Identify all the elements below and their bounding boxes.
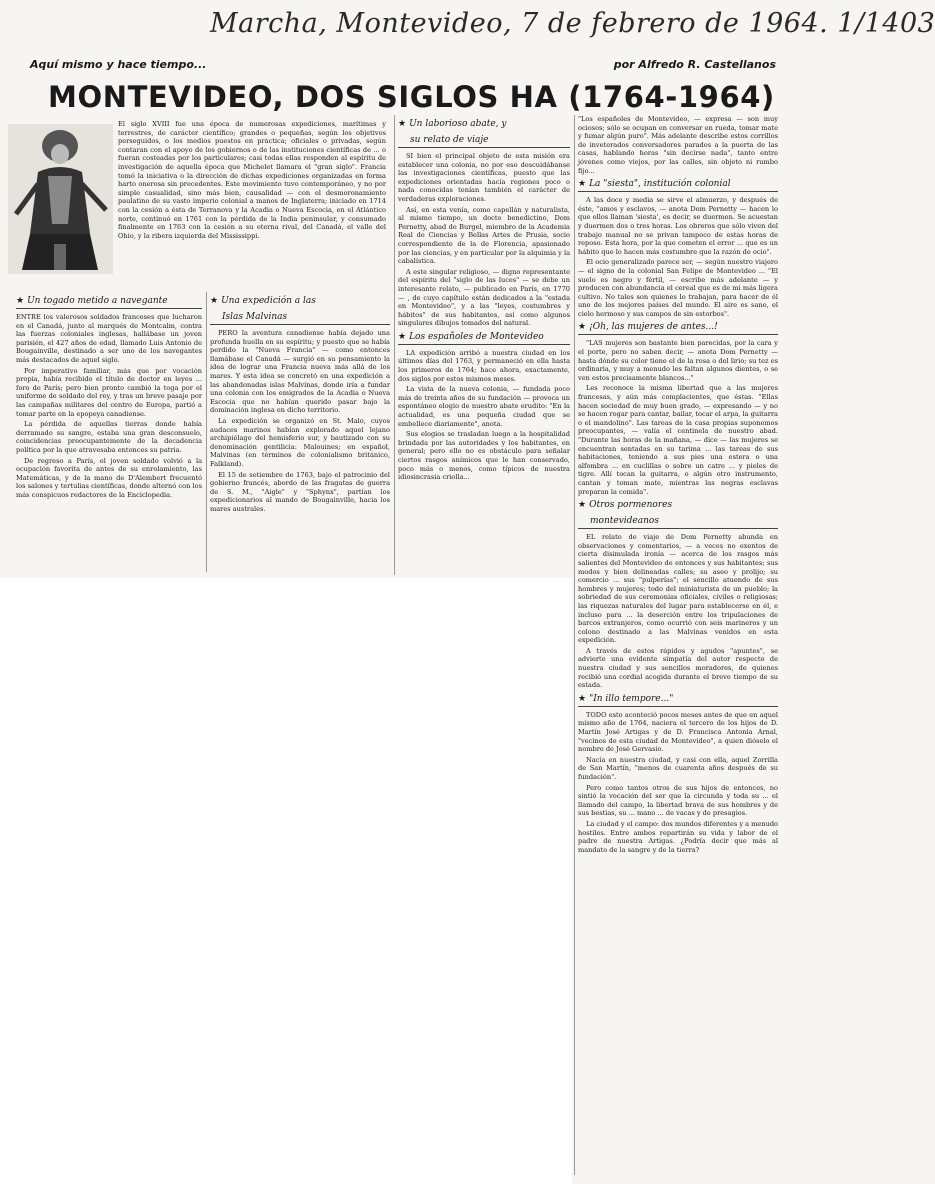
- paragraph: Por imperativo familiar, más que por vocación propia, había recibido el título de doctor en leyes ... foro de París; pero bien pronto cambió la toga por el uniforme de soldado del rey, y tras un breve pasaje por las campañas militares del centro de Europa, partió a tomar parte en la epopeya canadiense.: [16, 366, 202, 418]
- subheading: ★ Un laborioso abate, y: [398, 119, 507, 129]
- paragraph: ENTRE los valerosos soldados franceses que lucharon en el Canadá, junto al marqués de Montcalm, contra las fuerzas coloniales inglesas, hallábase un joven parisién, el 427 años de edad, llamado Luis Antonio de Bougainville, destinado a ser uno de los navegantes más destacados de aquel siglo.: [16, 313, 202, 364]
- byline: por Alfredo R. Castellanos: [613, 58, 776, 71]
- star-icon: ★: [210, 296, 219, 306]
- star-icon: ★: [398, 331, 407, 342]
- column-rule: [394, 115, 395, 575]
- star-icon: ★: [578, 693, 587, 704]
- article-headline: MONTEVIDEO, DOS SIGLOS HA (1764-1964): [48, 80, 775, 114]
- star-icon: ★: [16, 296, 25, 306]
- paragraph: El 15 de setiembre de 1763, bajo el patrocinio del gobierno francés, abordo de las fragatas de guerra de S. M., "Aigle" y "Sphynx", partían los expedicionarios al mando de Bougainville, hacia los mares australes.: [210, 470, 390, 513]
- article-intro: El siglo XVIII fue una época de numerosas expediciones, marítimas y terrestres, de carácter científico; grandes o pequeñas, según los objetivos perseguidos, o los medios puestos en práctica; oficiales o privadas, según contaran con el apoyo de los gobiernos o de las instituciones científicas de ... o fueran costeadas por los particulares; casi todas ellas responden al espíritu de investigación de aquella época que Michelet llamara el "gran siglo". Francia tomó la iniciativa o la dirección de dichas expediciones organizadas en forma harto onerosa sin precedentes. Este movimiento tuvo contemporáneo, y no por simple casualidad, sino más bien, causalidad — con el desmoronamiento paulatino de su vasto imperio colonial a manos de Inglaterra; iniciado en 1714 con la cesión a ésta de Terranova y la Acadia o Nueva Escocia, en el Atlántico norte, continuó en 1761 con la pérdida de la India peninsular, y consumado finalmente en 1763 con la cesión a su eterna rival, del Canadá, el valle del Ohio, y la ribera izquierda del Mississippi.: [118, 120, 386, 240]
- column-3: [398, 115, 570, 575]
- paragraph: Sus elogios se trasladan luego a la hospitalidad brindada por las autoridades y los habitantes, en general; pero ello no es obstáculo para señalar ciertos rasgos anímicos que le han conservado, poco más o menos, como típicos de nuestra idiosincrasia criolla...: [398, 430, 570, 482]
- paragraph: La pérdida de aquellas tierras donde había derramado su sangre, estaba una gran desconsuelo, coincidencias preocupantemente de la decadencia política por la que atravesaba entonces su patria.: [16, 420, 202, 454]
- subheading: ★ Los españoles de Montevideo: [398, 332, 570, 345]
- paragraph: La expedición se organizó en St. Malo, cuyos audaces marinos habían explorado aquel lejano archipiélago del hemisferio sur, y bautizado con su denominación gentilicia: Malouines; en español, Malvinas (en términos de colonialismo británico, Falkland).: [210, 416, 390, 468]
- column-2: [210, 292, 390, 572]
- paragraph: LA expedición arribó a nuestra ciudad en los últimos días del 1763, y permaneció en ella hasta los primeros de 1764; hace ahora, exactamente, dos siglos por estos mismos meses.: [398, 348, 570, 383]
- paragraph: Pero como tantos otros de sus hijos de entonces, no sintió la vocación del ser que la circunda y toda su ... el llamado del campo, la libertad brava de sus hombres y de sus bestias, su ... mano ... de vacas y de presagios.: [578, 783, 778, 818]
- column-rule: [574, 115, 575, 1175]
- blank-paper-area: [0, 578, 572, 1184]
- paragraph: Les reconoce la misma libertad que a las mujeres francesas, y aún más complacientes, que éstas. "Ellas hacen sociedad de muy buen grado, — expresando — y no se hacen rogar para cantar, bailar, tocar el arpa, la guitarra o el mandolino". Las tareas de la casa propias suponemos preocupantes, — valía el centinela de nuestro abad. "Durante las horas de la mañana, — dice — las mujeres se encuentran sentadas en su tarima ... las tareas de sus habitaciones, teniendo a sus pies una estera o una alfombra ... en cuclillas o sobre un catre ... y pieles de tigre. Allí tocan la guitarra, o algún otro instrumento, cantan y toman mate, mientras las negras esclavas preparan la comida".: [578, 384, 778, 496]
- star-icon: ★: [578, 500, 587, 511]
- paragraph: La vista de la nueva colonia, — fundada poco más de treinta años de su fundación — provoca un espontáneo elogio de nuestro abate erudito: "En la actualidad, es una pequeña ciudad que se embellece diariamente", anota.: [398, 385, 570, 428]
- paragraph: PERO la aventura canadiense había dejado una profunda huella en su espíritu; y puesto que se había perdido la "Nueva Francia" — como entonces llamábase el Canadá — surgió en su pensamiento la idea de lograr una Francia nueva más allá de los mares. Y esta idea se concretó en una expedición a las abandonadas islas Malvinas, donde iría a fundar una colonia con los emigrados de la Acadia o Nueva Escocia que no habían querido pasar bajo la dominación inglesa en dicho territorio.: [210, 329, 390, 415]
- paragraph: SI bien el principal objeto de esta misión era establecer una colonia, no por eso descuidábanse las investigaciones científicas, puesto que las expediciones orientadas hacia regiones poco o nada conocidas tenían también el carácter de verdaderas exploraciones.: [398, 152, 570, 203]
- column-rule: [206, 292, 207, 572]
- paragraph: A las doce y media se sirve el almuerzo, y después de éste, "amos y esclavos, — anota Dom Pernetty — hacen lo que ellos llaman 'siesta', es decir, se duermen. Se acuestan y duermen dos o tres horas. Los obreros que sólo viven del trabajo manual no se privan tampoco de estas horas de reposo. Esta hora, por la que cometen el error ... que es un hábito que lo hacen más costumbre que la razón de ocio".: [578, 196, 778, 256]
- subheading-cont: Islas Malvinas: [210, 312, 390, 325]
- paragraph: La ciudad y el campo: dos mundos diferentes y a menudo hostiles. Entre ambos repartirán su vida y labor de el padre de nuestra Artigas. ¿Podría decir que más al mandato de la sangre y de la tierra?: [578, 819, 779, 854]
- paragraph: De regreso a París, el joven soldado volvió a la ocupación favorita de antes de su enrolamiento, las Matemáticas, y de la mano de D'Alembert frecuentó los salones y tertulias científicas, donde alternó con los más conspicuos redactores de la Enciclopedia.: [16, 456, 202, 499]
- paragraph: EL relato de viaje de Dom Pernetty abunda en observaciones y comentarios, — a veces no exentos de cierta disimulada ironía — acerca de los rasgos más salientes del Montevideo de entonces y sus habitantes; sus modos y bien delineadas calles; su aseo y prolijo; su comercio ... sus "pulperías"; el sencillo atuendo de sus hombres y mujeres; todo del miniaturista de un pueblo; la sobriedad de sus ceremonias oficiales, civiles o religiosas; las riquezas naturales del lugar para establecerse en él, e incluso para ... la deserción entre los tripulaciones de barcos extranjeros, como ocurrió con seis marineros y un colono destinado a las Malvinas venidos en esta expedición.: [578, 533, 778, 645]
- paragraph: A este singular religioso, — digno representante del espíritu del "siglo de las luces" — se debe un interesante relato, — publicado en París, en 1770 — , de cuyo capítulo están dedicados a la "estada en Montevideo", y a las "leyes, costumbres y hábitos" de sus habitantes, así como algunos singulares dibujos tomados del natural.: [398, 267, 570, 328]
- section-kicker: Aquí mismo y hace tiempo...: [30, 58, 207, 71]
- star-icon: ★: [578, 179, 587, 190]
- subheading-cont: montevideanos: [578, 516, 778, 529]
- column-1: [16, 292, 202, 560]
- paragraph: TODO esto aconteció pocos meses antes de que en aquel mismo año de 1764, naciera el tercero de los hijos de D. Martín José Artigas y de D. Francisca Antonia Arnal, "vecinos de esta ciudad de Montevideo", a quien dióselo el nombre de José Gervasio.: [578, 710, 778, 754]
- subheading: ★ ¡Oh, las mujeres de antes...!: [578, 322, 778, 335]
- handwritten-source-note: Marcha, Montevideo, 7 de febrero de 1964. 1/1403: [210, 8, 935, 39]
- paragraph: "LAS mujeres son bastante bien parecidas, por la cara y el porte, pero no saben decir, — anota Dom Pernetty — hasta dónde su color tiene el de la rosa o del lirio; su tez es ordinaria, y muy a menudo les faltan algunos dientes, o se ven estos precisamente blancos...": [578, 339, 778, 382]
- paragraph: Nacía en nuestra ciudad, y casi con ella, aquel Zorrilla de San Martín, "menos de cuarenta años después de su fundación".: [578, 755, 778, 781]
- star-icon: ★: [398, 119, 407, 129]
- paragraph: A través de estos rápidos y agudos "apuntes", se advierte una evidente simpatía del autor respecto de nuestra ciudad y sus sencillos moradores, de quienes recibió una cordial acogida durante el breve tiempo de su estada.: [578, 646, 778, 690]
- paragraph: "Los españoles de Montevideo, — expresa — son muy ociosos; sólo se ocupan en conversar en rueda, tomar mate y fumar algún puro". Más adelante describe estos corrillos de inveterados conversadores parados a la puerta de las casas, hablando horas "sin decirse nada", tanto entre jóvenes como viejos, por las calles, sin objeto ni rumbo fijo...: [578, 115, 778, 175]
- subheading: ★ La "siesta", institución colonial: [578, 179, 778, 192]
- subheading: ★ Un togado metido a navegante: [16, 296, 202, 309]
- subheading: ★ "In illo tempore...": [578, 694, 778, 707]
- paragraph: El ocio generalizado parece ser, — según nuestro viajero — el signo de la colonial San Felipe de Montevideo ... "El suelo es negro y fértil, — escribe más adelante — y producen con abundancia el cereal que es de mi más ligera cultivo. No tales son quienes lo trabajan, para hacer de él uno de los mejores países del mundo. El aire es sano, el cielo hermoso y sus campos de sin estorbos".: [578, 258, 778, 318]
- paragraph: Así, en esta venía, como capellán y naturalista, al mismo tiempo, un docto benedictino, Dom Pernetty, abad de Burgel, miembro de la Academia Real de Ciencias y Bellas Artes de Prusia, socio correspondiente de la de Florencia, apasionado por las ciencias, y en particular por la alquimia y la cabalística.: [398, 205, 571, 266]
- subheading-cont: su relato de viaje: [398, 135, 570, 148]
- subheading: ★ Una expedición a las: [210, 296, 316, 306]
- historical-figure-engraving-icon: [8, 124, 113, 274]
- subheading: ★ Otros pormenores: [578, 500, 673, 511]
- star-icon: ★: [578, 322, 587, 333]
- column-4: [578, 115, 778, 1175]
